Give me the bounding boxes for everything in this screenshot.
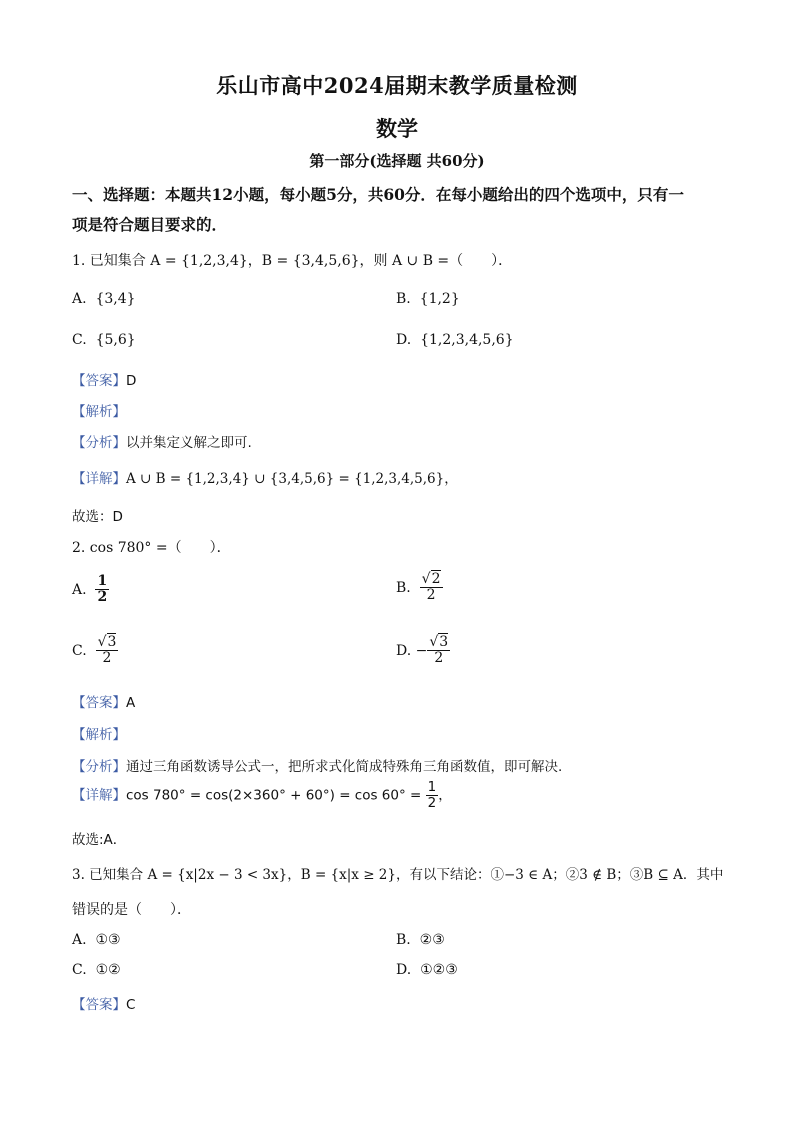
fraction: $\frac{√3}{2}$ (429, 634, 449, 667)
fenxi-tag: 【分析】 (72, 759, 126, 775)
answer-value: A (126, 695, 136, 711)
option-text: ①③ (95, 932, 121, 948)
option-text: {1,2} (419, 291, 460, 307)
option-text: ①②③ (420, 962, 458, 978)
option-text: ②③ (419, 932, 445, 948)
option-text: {5,6} (95, 332, 136, 348)
answer-value: C (126, 997, 136, 1013)
option-label: D. (396, 332, 412, 348)
q2-option-c (72, 635, 118, 667)
q3-answer (72, 993, 135, 1013)
detail-text: A ∪ B = {1,2,3,4} ∪ {3,4,5,6} = {1,2,3,4,5,6}， (126, 471, 458, 487)
q1-conclusion: 故选：D (72, 509, 123, 525)
q3-option-c (72, 962, 121, 978)
fraction: $\frac{√2}{2}$ (421, 571, 441, 604)
q2-analysis-heading (72, 723, 126, 743)
fraction: $\frac{1}{2}$ (427, 779, 437, 811)
q2-option-a (72, 574, 109, 606)
fenxi-text: 以并集定义解之即可. (126, 435, 252, 451)
analysis-tag: 【解析】 (72, 404, 126, 420)
option-label: C. (72, 642, 87, 659)
q2-option-d (396, 635, 450, 667)
q2-answer (72, 691, 135, 711)
fraction: $\frac{1}{2}$ (97, 573, 108, 606)
q2-fenxi (72, 755, 562, 775)
q1-analysis-heading (72, 400, 126, 420)
answer-tag: 【答案】 (72, 373, 126, 389)
q1-answer (72, 369, 136, 389)
option-label: D. (396, 642, 412, 659)
q1-stem: 1. 已知集合 A = {1,2,3,4}，B = {3,4,5,6}，则 A ∪ B =（ ）． (72, 253, 513, 269)
answer-tag: 【答案】 (72, 695, 126, 711)
option-label: C. (72, 332, 87, 348)
answer-value: D (126, 373, 137, 389)
detail-text: cos 780° = cos(2×360° + 60°) = cos 60° = (126, 787, 426, 804)
q1-fenxi (72, 431, 252, 451)
option-label: B. (396, 579, 411, 596)
part-heading: 第一部分(选择题 共60分) (309, 152, 485, 170)
fenxi-tag: 【分析】 (72, 435, 126, 451)
option-label: A. (72, 932, 87, 948)
option-text: {1,2,3,4,5,6} (420, 332, 514, 348)
subject-title: 数学 (376, 116, 418, 141)
q3-option-d (396, 962, 458, 978)
detail-tag: 【详解】 (72, 471, 126, 487)
option-label: B. (396, 291, 411, 307)
answer-tag: 【答案】 (72, 997, 126, 1013)
q2-detail: 【详解】cos 780° = cos(2×360° + 60°) = cos 60° = $\frac{1}{2}$ ， (72, 779, 452, 811)
q3-stem-line2: 错误的是（ ）． (72, 902, 191, 918)
q3-option-a (72, 932, 121, 948)
q1-option-a (72, 291, 136, 307)
q1-option-d (396, 332, 514, 348)
minus-sign: − (415, 642, 428, 659)
analysis-tag: 【解析】 (72, 727, 126, 743)
q2-option-b (396, 572, 443, 604)
q1-option-b (396, 291, 460, 307)
fraction: $\frac{√3}{2}$ (97, 634, 117, 667)
fenxi-text: 通过三角函数诱导公式一，把所求式化简成特殊角三角函数值，即可解决. (126, 759, 563, 775)
option-text: {3,4} (95, 291, 136, 307)
q2-conclusion: 故选:A． (72, 832, 127, 848)
q1-option-c (72, 332, 136, 348)
option-label: C. (72, 962, 87, 978)
q2-stem: 2. cos 780° =（ ）． (72, 540, 231, 556)
q1-detail (72, 467, 458, 487)
option-label: D. (396, 962, 412, 978)
section-instructions-line2: 项是符合题目要求的． (72, 215, 228, 234)
section-instructions-line1: 一、选择题：本题共12小题，每小题5分，共60分．在每小题给出的四个选项中，只有一 (72, 185, 684, 204)
detail-tag: 【详解】 (72, 787, 126, 804)
q3-option-b (396, 932, 445, 948)
option-text: ①② (95, 962, 121, 978)
option-label: A. (72, 581, 87, 598)
option-label: B. (396, 932, 411, 948)
page-title: 乐山市高中2024届期末教学质量检测 (216, 73, 578, 98)
q3-stem: 3. 已知集合 A = {x|2x − 3 < 3x}，B = {x|x ≥ 2}，有以下结论：①−3 ∈ A；②3 ∉ B；③B ⊆ A．其中 (72, 867, 724, 883)
option-label: A. (72, 291, 87, 307)
